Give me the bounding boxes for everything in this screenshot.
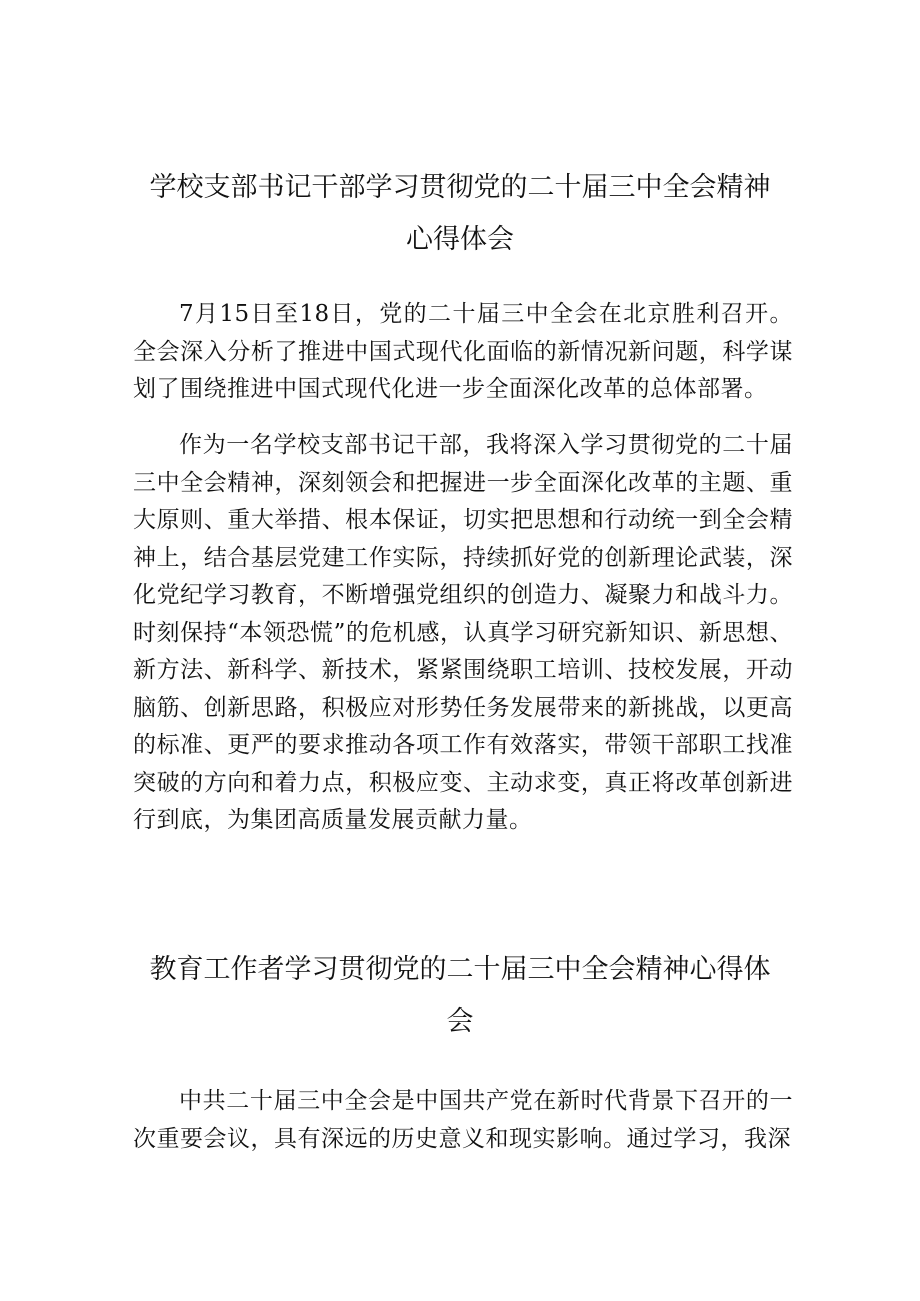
section-1-paragraph-1: 7月15日至18日，党的二十届三中全会在北京胜利召开。全会深入分析了推进中国式现代化面临的新情况新问题，科学谋划了围绕推进中国式现代化进一步全面深化改革的总体部署。 <box>133 301 793 402</box>
section-1-paragraph-2: 作为一名学校支部书记干部，我将深入学习贯彻党的二十届三中全会精神，深刻领会和把握进一步全面深化改革的主题、重大原则、重大举措、根本保证，切实把思想和行动统一到全会精神上，结合基层党建工作实际，持续抓好党的创新理论武装，深化党纪学习教育，不断增强党组织的创造力、凝聚力和战斗力。时刻保持“本领恐慌”的危机感，认真学习研究新知识、新思想、新方法、新科学、新技术，紧紧围绕职工培训、技校发展，开动脑筋、创新思路，积极应对形势任务发展带来的新挑战，以更高的标准、更严的要求推动各项工作有效落实，带领干部职工找准突破的方向和着力点，积极应变、主动求变，真正将改革创新进行到底，为集团高质量发展贡献力量。 <box>133 432 793 833</box>
section-2-title-line-1: 教育工作者学习贯彻党的二十届三中全会精神心得体 <box>149 954 771 985</box>
section-2-title <box>90 944 830 1048</box>
section-1-title-line-1: 学校支部书记干部学习贯彻党的二十届三中全会精神 <box>149 172 771 203</box>
section-1-title <box>90 162 830 266</box>
section-2-paragraph-1: 中共二十届三中全会是中国共产党在新时代背景下召开的一次重要会议，具有深远的历史意义和现实影响。通过学习，我深 <box>133 1088 793 1152</box>
section-2-title-line-2: 会 <box>446 1006 474 1037</box>
section-1-title-line-2: 心得体会 <box>406 224 514 255</box>
